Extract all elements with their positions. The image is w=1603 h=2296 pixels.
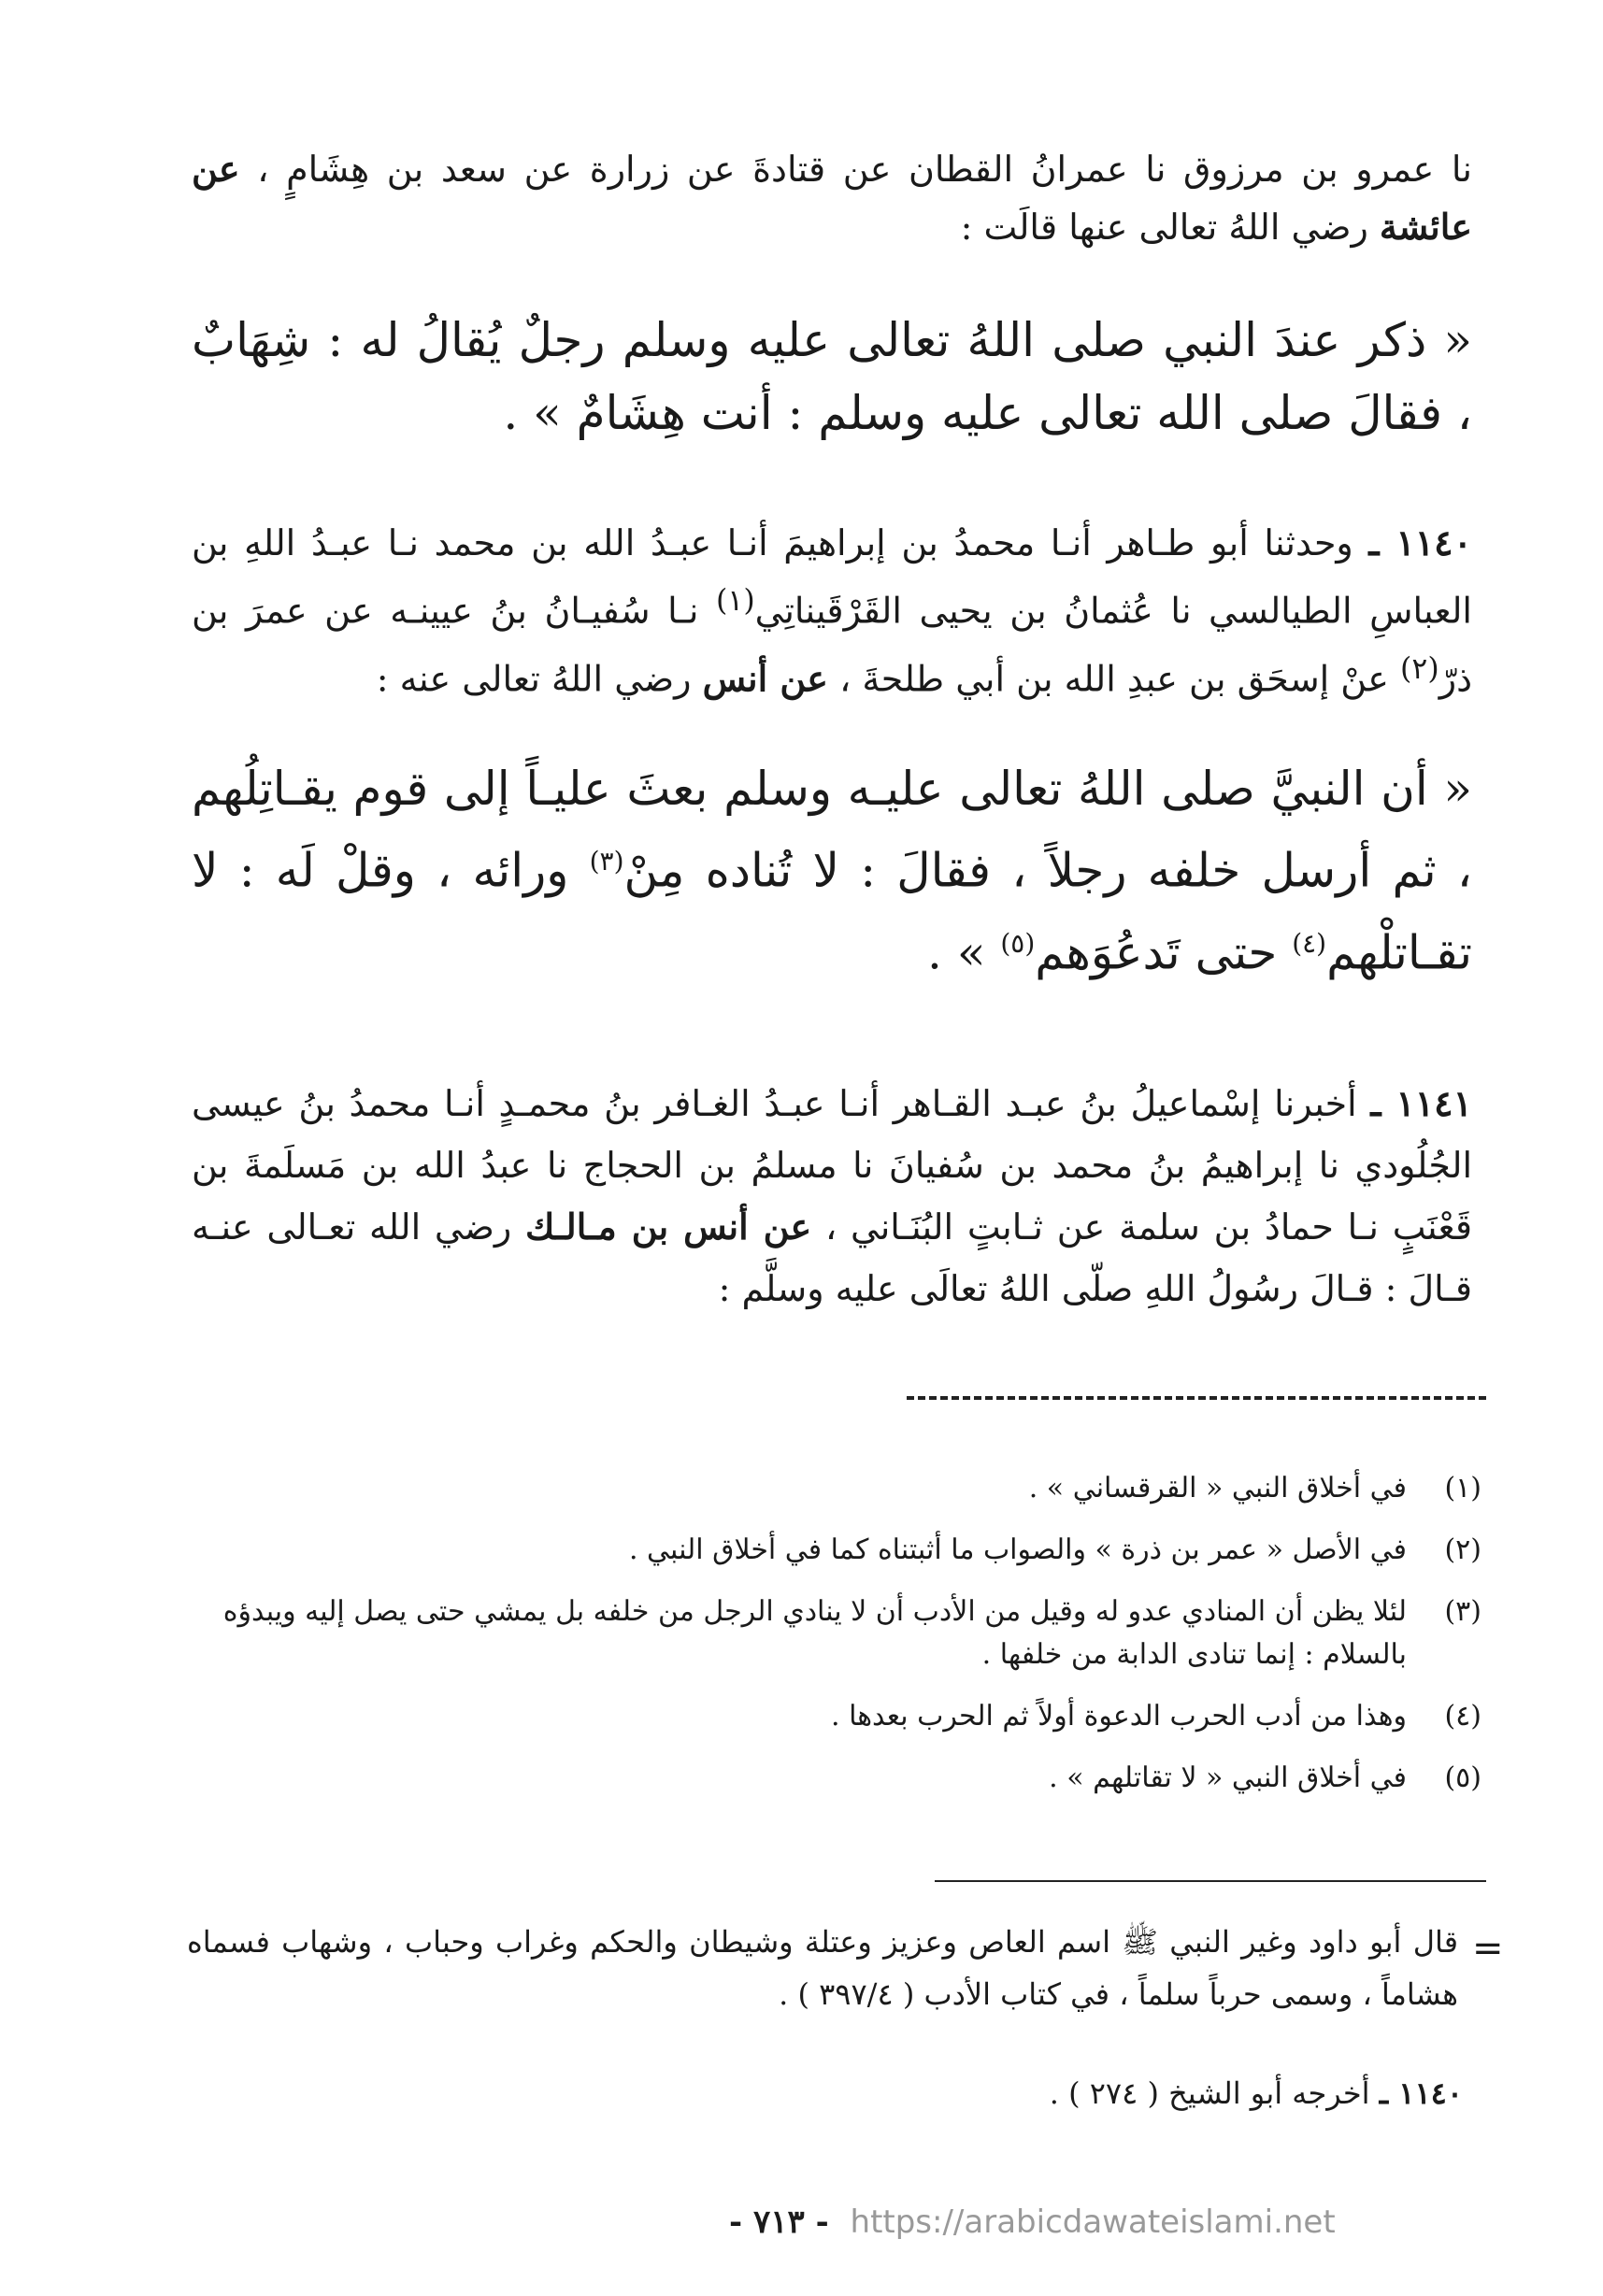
hadith-number: ١١٤١ ـ bbox=[1370, 1082, 1472, 1124]
footnote-item bbox=[192, 1529, 1481, 1572]
isnad-paragraph-1140 bbox=[192, 514, 1472, 707]
footnote-text: في الأصل « عمر بن ذرة » والصواب ما أثبتناه كما في أخلاق النبي . bbox=[628, 1533, 1407, 1566]
footnotes-list bbox=[192, 1467, 1481, 1818]
isnad-paragraph-1139 bbox=[192, 140, 1472, 256]
hadith-text: ورائه ، وقلْ لَه : لا تقـاتلْهم bbox=[192, 843, 1472, 980]
continuation-marker: = bbox=[1472, 1927, 1504, 1970]
watermark-url: https://arabicdawateislami.net bbox=[850, 2203, 1336, 2241]
note-number: ١١٤٠ ـ bbox=[1379, 2075, 1463, 2111]
isnad-text: رضي اللهُ تعالى عنه : bbox=[376, 658, 703, 700]
footnote-ref: (٥) bbox=[1000, 927, 1036, 959]
footnote-item bbox=[192, 1757, 1481, 1800]
footnote-item bbox=[192, 1590, 1481, 1676]
hadith-text-1139: « ذكر عندَ النبي صلى اللهُ تعالى عليه وسلم رجلٌ يُقالُ له : شِهَابٌ ، فقالَ صلى الله تعالى عليه وسلم : أنت هِشَامٌ » . bbox=[192, 313, 1472, 440]
isnad-text: نا عمرو بن مرزوق نا عمرانُ القطان عن قتادةَ عن زرارة عن سعد بن هِشَامٍ ، bbox=[239, 149, 1472, 190]
hadith-text-1140 bbox=[192, 752, 1472, 989]
isnad-text: عنْ إسحَق بن عبدِ الله بن أبي طلحةَ ، bbox=[827, 658, 1400, 700]
footnote-marker: (٥) bbox=[1444, 1761, 1481, 1794]
note-text: أخرجه أبو الشيخ ( ٢٧٤ ) . bbox=[1049, 2075, 1380, 2111]
hadith-text: « أن النبيَّ صلى اللهُ تعالى عليـه وسلم بعثَ عليـاً إلى قوم يقـاتِلُهم ، ثم أرسل خلفه رجلاً ، فقالَ : لا تُناده مِنْ bbox=[192, 762, 1472, 898]
footnote-text: وهذا من أدب الحرب الدعوة أولاً ثم الحرب بعدها . bbox=[831, 1700, 1407, 1733]
footnote-text: في أخلاق النبي « القرقساني » . bbox=[1028, 1472, 1407, 1505]
isnad-text: أخبرنا إسْماعيلُ بنُ عبـد القـاهر أنـا عبـدُ الغـافر بنُ محمـدٍ أنـا محمدُ بنُ عيسى الجُلُودي نا إبراهيمُ بنُ محمد بن سُفيانَ نا مسلمُ بن الحجاج نا عبدُ الله بن مَسلَمةَ بن قَعْنَبٍ نـا حمادُ بن سلمة عن ثـابتٍ البُنَـاني ، bbox=[192, 1083, 1472, 1248]
footnote-text: في أخلاق النبي « لا تقاتلهم » . bbox=[1049, 1761, 1407, 1794]
page-footer bbox=[729, 2203, 1336, 2241]
narrator-bold: عن أنس بن مـالـك bbox=[524, 1205, 812, 1248]
hadith-text: حتى تَدعُوَهم bbox=[1035, 925, 1293, 980]
footnote-marker: (٣) bbox=[1444, 1595, 1481, 1628]
footnote-marker: (١) bbox=[1444, 1472, 1481, 1505]
isnad-text: نـا سُفيـانُ بنُ عيينـه عن عمرَ بن ذرّ bbox=[192, 590, 1472, 700]
notes-separator-line bbox=[935, 1880, 1486, 1882]
footnote-ref: (٣) bbox=[589, 846, 624, 877]
continued-note: قال أبو داود وغير النبي ﷺ اسم العاص وعزيز وعتلة وشيطان والحكم وغراب وحباب ، وشهاب فسماه هشاماً ، وسمى حرباً سلماً ، في كتاب الأدب ( ٣٩٧/٤ ) . bbox=[187, 1924, 1458, 2012]
footnote-item bbox=[192, 1695, 1481, 1738]
page-number: - ٧١٣ - bbox=[729, 2203, 829, 2241]
footnote-ref: (١) bbox=[715, 584, 755, 618]
isnad-text: وحدثنا أبو طـاهر أنـا محمدُ بن إبراهيمَ أنـا عبـدُ الله بن محمد نـا عبـدُ اللهِ بن العباسِ الطيالسي نا عُثمانُ بن يحيى القَرْقَيناتِي bbox=[192, 522, 1472, 632]
footnote-item bbox=[192, 1467, 1481, 1510]
isnad-paragraph-1141 bbox=[192, 1073, 1472, 1319]
footnote-separator-dashed bbox=[907, 1396, 1486, 1411]
note-1140 bbox=[192, 2070, 1463, 2117]
isnad-text: رضي اللهُ تعالى عنها قالَت : bbox=[960, 207, 1380, 248]
narrator-bold: عن عائشة bbox=[192, 148, 1472, 248]
narrator-bold: عن أنس bbox=[702, 657, 828, 700]
hadith-number: ١١٤٠ ـ bbox=[1368, 521, 1472, 563]
hadith-text: » . bbox=[927, 925, 1001, 980]
footnote-ref: (٤) bbox=[1292, 927, 1327, 959]
footnote-text: لئلا يظن أن المنادي عدو له وقيل من الأدب أن لا ينادي الرجل من خلفه بل يمشي حتى يصل إليه ويبدؤه بالسلام : إنما تنادى الدابة من خلفها . bbox=[222, 1595, 1407, 1671]
footnote-ref: (٢) bbox=[1399, 651, 1439, 686]
footnote-marker: (٤) bbox=[1444, 1700, 1481, 1733]
isnad-text: رضي الله تعـالى عنـه قـالَ : قـالَ رسُولُ اللهِ صلّى اللهُ تعالَى عليه وسلَّم : bbox=[192, 1206, 1472, 1309]
footnote-marker: (٢) bbox=[1444, 1533, 1481, 1566]
